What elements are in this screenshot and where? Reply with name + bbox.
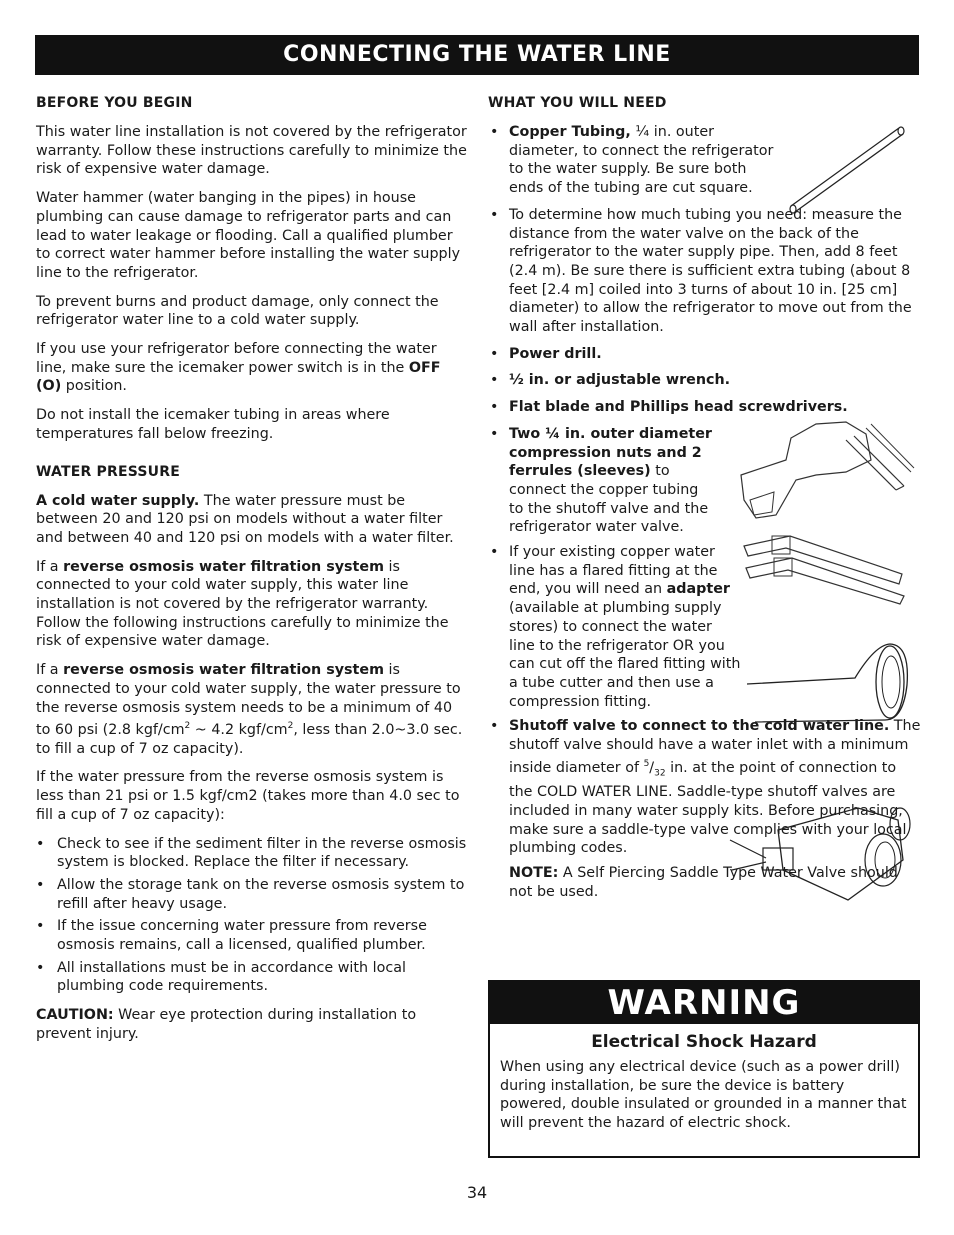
warning-subtitle: Electrical Shock Hazard: [591, 1032, 817, 1052]
paragraph: To prevent burns and product damage, only connect the refrigerator water line to a cold water supply.: [36, 293, 439, 329]
before-you-begin-heading: BEFORE YOU BEGIN: [36, 95, 193, 111]
paragraph: If a reverse osmosis water filtration system is connected to your cold water supply, the water pressure to the reverse osmosis system needs to be a minimum of 40 to 60 psi (2.8 kgf/$cm^2$ ~ 4.2 kgf/$cm^2$, less than 2.0~3.0 sec. to fill a cup of 7 oz capacity).: [36, 662, 463, 757]
paragraph: A cold water supply. The water pressure must be between 20 and 120 psi on models without a water filter and between 40 and 120 psi on models with a water filter.: [36, 492, 454, 546]
warning-box: [488, 980, 920, 1158]
ro-checklist: [36, 835, 468, 997]
copper-tubing-illustration: [785, 118, 910, 218]
flared-fitting-illustration: [745, 640, 910, 725]
paragraph: If you use your refrigerator before connecting the water line, make sure the icemaker power switch is in the OFF (O) position.: [36, 341, 441, 395]
saddle-valve-illustration: [728, 800, 918, 910]
section-banner: [35, 35, 919, 75]
list-item: • Check to see if the sediment filter in the reverse osmosis system is blocked. Replace the filter if necessary.: [36, 835, 468, 872]
water-pressure-heading: WATER PRESSURE: [36, 463, 180, 480]
left-column: [36, 95, 468, 1054]
list-item: • Power drill.: [488, 345, 924, 364]
paragraph: Water hammer (water banging in the pipes) in house plumbing can cause damage to refrigerator parts and can lead to water leakage or flooding. Call a qualified plumber to correct water hammer before installing the water supply line to the refrigerator.: [36, 190, 461, 281]
paragraph: If a reverse osmosis water filtration system is connected to your cold water supply, this water line installation is not covered by the refrigerator warranty. Follow the following instructions carefully to minimize the risk of expensive water damage.: [36, 558, 449, 650]
power-drill-illustration: [736, 420, 916, 535]
list-item: • If your existing copper water line has a flared fitting at the end, you will need an adapter (available at plumbing supply stores) to connect the water line to the refrigerator OR you can cut off the flared fitting with a tube cutter and then use a compression fitting.: [488, 543, 741, 711]
warning-text: When using any electrical device (such as a power drill) during installation, be sure the device is battery powered, double insulated or grounded in a manner that will prevent the hazard of electric shock.: [500, 1059, 907, 1132]
caution-note: CAUTION: Wear eye protection during installation to prevent injury.: [36, 1007, 417, 1042]
compression-fittings-illustration: [742, 526, 907, 606]
list-item: • Allow the storage tank on the reverse osmosis system to refill after heavy usage.: [36, 876, 468, 913]
note: NOTE: A Self Piercing Saddle Type Water Valve should not be used.: [509, 864, 898, 900]
list-item: • ½ in. or adjustable wrench.: [488, 371, 924, 390]
list-item: • Copper Tubing, ¼ in. outer diameter, to connect the refrigerator to the water supply. Be sure both ends of the tubing are cut square.: [488, 123, 779, 198]
list-item: • Flat blade and Phillips head screwdrivers.: [488, 398, 924, 417]
what-you-will-need-heading: WHAT YOU WILL NEED: [488, 95, 667, 111]
list-item: • Two ¼ in. outer diameter compression nuts and 2 ferrules (sleeves) to connect the copper tubing to the shutoff valve and the refrigerator water valve.: [488, 425, 717, 537]
section-title: CONNECTING THE WATER LINE: [283, 42, 671, 67]
paragraph: Do not install the icemaker tubing in areas where temperatures fall below freezing.: [36, 407, 390, 442]
warning-header: WARNING: [490, 982, 918, 1024]
list-item: • All installations must be in accordance with local plumbing code requirements.: [36, 959, 468, 996]
paragraph: If the water pressure from the reverse osmosis system is less than 21 psi or 1.5 kgf/cm2 (takes more than 4.0 sec to fill a cup of 7 oz capacity):: [36, 769, 460, 823]
list-item: • Shutoff valve to connect to the cold water line. The shutoff valve should have a water inlet with a minimum inside diameter of $^5/_{32}$ in. at the point of connection to the COLD WATER LINE. Saddle-type shutoff valves are included in many water supply kits. Before purchasing, make sure a saddle-type valve complies with your local plumbing codes.: [488, 717, 924, 858]
paragraph: This water line installation is not covered by the refrigerator warranty. Follow these instructions carefully to minimize the risk of expensive water damage.: [36, 124, 467, 178]
page-number: 34: [466, 1183, 488, 1202]
list-item: • To determine how much tubing you need: measure the distance from the water valve on the back of the refrigerator to the water supply pipe. Then, add 8 feet (2.4 m). Be sure there is sufficient extra tubing (about 8 feet [2.4 m] coiled into 3 turns of about 10 in. [25 cm] diameter) to allow the refrigerator to move out from the wall after installation.: [488, 206, 924, 337]
list-item: • If the issue concerning water pressure from reverse osmosis remains, call a licensed, qualified plumber.: [36, 917, 468, 954]
